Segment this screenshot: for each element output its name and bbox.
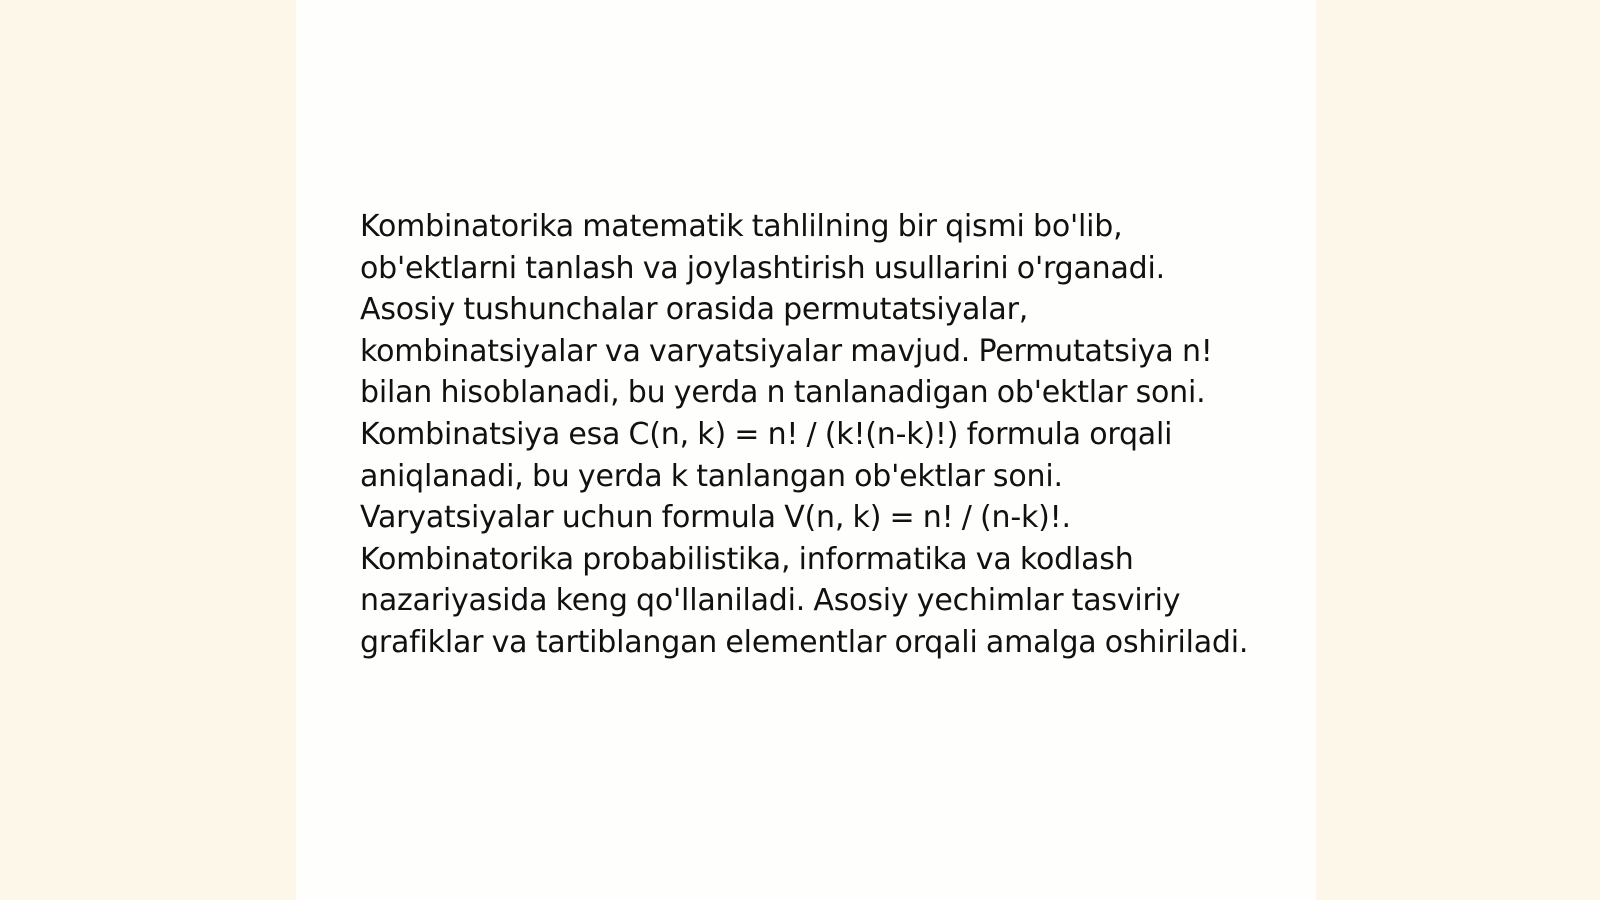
body-paragraph: Kombinatorika matematik tahlilning bir qismi bo'lib, ob'ektlarni tanlash va joylashtirish usullarini o'rganadi. Asosiy tushunchalar orasida permutatsiyalar, kombinatsiyalar va varyatsiyalar mavjud. Permutatsiya n! bilan hisoblanadi, bu yerda n tanlanadigan ob'ektlar soni. Kombinatsiya esa C(n, k) = n! / (k!(n-k)!) formula orqali aniqlanadi, bu yerda k tanlangan ob'ektlar soni. Varyatsiyalar uchun formula V(n, k) = n! / (n-k)!. Kombinatorika probabilistika, informatika va kodlash nazariyasida keng qo'llaniladi. Asosiy yechimlar tasviriy grafiklar va tartiblangan elementlar orqali amalga oshiriladi. bbox=[360, 209, 1249, 660]
document-page bbox=[296, 0, 1316, 900]
